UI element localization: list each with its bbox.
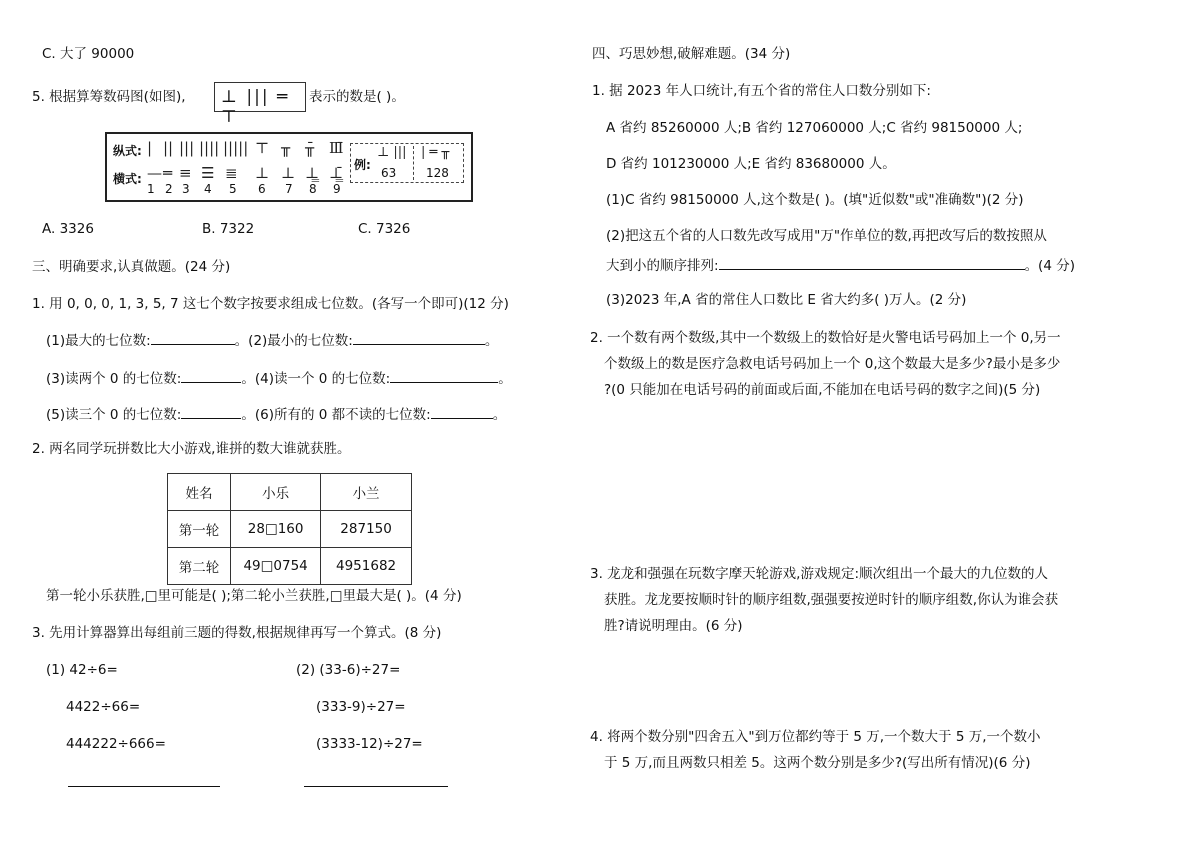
q1-row-2 xyxy=(46,368,512,388)
q5-option-c: C. 7326 xyxy=(358,221,411,237)
table-row xyxy=(168,511,412,548)
rod-numeral-table xyxy=(105,132,473,202)
example-label: 例: xyxy=(354,158,371,172)
period: 。 xyxy=(484,333,499,349)
v-sym: || xyxy=(163,139,174,157)
problem-1-sub-2a: (2)把这五个省的人口数先改写成用"万"作单位的数,再把改写后的数按照从 xyxy=(606,228,1047,244)
table-header: 小兰 xyxy=(321,474,412,511)
answer-blank[interactable] xyxy=(431,404,493,419)
problem-1-sub-2c: 。(4 分) xyxy=(1024,258,1075,274)
digit-label: 1 xyxy=(147,182,155,196)
section-3-title: 三、明确要求,认真做题。(24 分) xyxy=(32,259,231,275)
h-sym: ⊥ xyxy=(255,164,270,182)
question-2: 2. 两名同学玩拼数比大小游戏,谁拼的数大谁就获胜。 xyxy=(32,441,351,457)
calc-a-1: (1) 42÷6= xyxy=(46,662,118,678)
problem-4-line-2: 于 5 万,而且两数只相差 5。这两个数分别是多少?(写出所有情况)(6 分) xyxy=(604,755,1031,771)
answer-blank[interactable] xyxy=(181,368,241,383)
h-sym: ≣ xyxy=(225,164,238,182)
digit-label: 3 xyxy=(182,182,190,196)
calc-b-3: (3333-12)÷27= xyxy=(316,736,423,752)
rod-numeral-glyphs: ⊥ ||| ═ ⊤ xyxy=(221,87,290,127)
problem-1-sub-2b-row xyxy=(606,255,1075,275)
h-sym: ⊥ xyxy=(281,164,296,182)
q1-row-3 xyxy=(46,404,506,424)
q1-sub-5: (5)读三个 0 的七位数: xyxy=(46,407,182,423)
problem-2-line-3: ?(0 只能加在电话号码的前面或后面,不能加在电话号码的数字之间)(5 分) xyxy=(604,382,1041,398)
question-3: 3. 先用计算器算出每组前三题的得数,根据规律再写一个算式。(8 分) xyxy=(32,625,442,641)
problem-1: 1. 据 2023 年人口统计,有五个省的常住人口数分别如下: xyxy=(592,83,931,99)
h-sym: ⊥̳̄ xyxy=(329,164,344,182)
calc-a-2: 4422÷66= xyxy=(66,699,141,715)
answer-blank[interactable] xyxy=(181,404,241,419)
v-sym: | xyxy=(147,139,153,157)
table-header-row xyxy=(168,474,412,511)
option-c-previous: C. 大了 90000 xyxy=(42,46,135,62)
v-sym: ╥ xyxy=(281,139,291,157)
digit-label: 7 xyxy=(285,182,293,196)
period: 。 xyxy=(492,407,507,423)
period: 。 xyxy=(498,371,512,387)
question-5-prefix: 5. 根据算筹数码图(如图), xyxy=(32,89,186,105)
v-sym: ╥̄ xyxy=(305,139,315,157)
q5-option-b: B. 7322 xyxy=(202,221,255,237)
example-box xyxy=(350,143,464,183)
q1-sub-4: 。(4)读一个 0 的七位数: xyxy=(241,371,391,387)
problem-1-sub-3: (3)2023 年,A 省的常住人口数比 E 省大约多( )万人。(2 分) xyxy=(606,292,967,308)
digit-label: 6 xyxy=(258,182,266,196)
table-cell: 287150 xyxy=(321,511,412,548)
table-cell: 49□0754 xyxy=(231,548,321,585)
table-cell: 28□160 xyxy=(231,511,321,548)
answer-line-b[interactable] xyxy=(304,786,448,787)
example-divider xyxy=(413,146,414,180)
q1-sub-2: 。(2)最小的七位数: xyxy=(234,333,353,349)
digit-label: 9 xyxy=(333,182,341,196)
problem-3-line-2: 获胜。龙龙要按顺时针的顺序组数,强强要按逆时针的顺序组数,你认为谁会获 xyxy=(604,592,1059,608)
answer-line-a[interactable] xyxy=(68,786,220,787)
h-sym: ⊥̳ xyxy=(305,164,320,182)
problem-2-line-2: 个数级上的数是医疗急救电话号码加上一个 0,这个数最大是多少?最小是多少 xyxy=(604,356,1061,372)
answer-blank[interactable] xyxy=(390,368,498,383)
example-1-rods: ⊥ ||| xyxy=(377,145,407,160)
q5-option-a: A. 3326 xyxy=(42,221,94,237)
h-sym: ═ xyxy=(163,164,173,182)
question-1: 1. 用 0, 0, 0, 1, 3, 5, 7 这七个数字按要求组成七位数。(各写一个即可)(12 分) xyxy=(32,296,509,312)
problem-3-line-1: 3. 龙龙和强强在玩数字摩天轮游戏,游戏规定:顺次组出一个最大的九位数的人 xyxy=(590,566,1049,582)
v-sym: ||| xyxy=(179,139,195,157)
v-sym: ||||| xyxy=(223,139,249,157)
problem-1-sub-2b: 大到小的顺序排列: xyxy=(606,258,719,274)
vertical-label: 纵式: xyxy=(113,144,142,158)
example-2-number: 128 xyxy=(426,166,449,180)
problem-3-line-3: 胜?请说明理由。(6 分) xyxy=(604,618,743,634)
answer-blank[interactable] xyxy=(719,255,1025,270)
h-sym: — xyxy=(147,164,162,182)
section-4-title: 四、巧思妙想,破解难题。(34 分) xyxy=(592,46,791,62)
q1-sub-6: 。(6)所有的 0 都不读的七位数: xyxy=(241,407,431,423)
example-1-number: 63 xyxy=(381,166,397,180)
table-cell: 第一轮 xyxy=(168,511,231,548)
digit-label: 5 xyxy=(229,182,237,196)
h-sym: ☰ xyxy=(201,164,215,182)
problem-1-line-2: D 省约 101230000 人;E 省约 83680000 人。 xyxy=(606,156,896,172)
horizontal-label: 横式: xyxy=(113,172,142,186)
question-5-rod-image xyxy=(214,82,306,127)
table-header: 姓名 xyxy=(168,474,231,511)
question-5-suffix: 表示的数是( )。 xyxy=(309,89,405,105)
v-sym: Ⅲ̄ xyxy=(329,139,344,157)
answer-blank[interactable] xyxy=(151,330,235,345)
q1-sub-3: (3)读两个 0 的七位数: xyxy=(46,371,182,387)
problem-2-line-1: 2. 一个数有两个数级,其中一个数级上的数恰好是火警电话号码加上一个 0,另一 xyxy=(590,330,1061,346)
h-sym: ≡ xyxy=(179,164,192,182)
game-table xyxy=(167,473,412,585)
answer-blank[interactable] xyxy=(353,330,485,345)
table-row xyxy=(168,548,412,585)
problem-4-line-1: 4. 将两个数分别"四舍五入"到万位都约等于 5 万,一个数大于 5 万,一个数小 xyxy=(590,729,1041,745)
problem-1-sub-1: (1)C 省约 98150000 人,这个数是( )。(填"近似数"或"准确数")(2 分) xyxy=(606,192,1024,208)
q1-sub-1: (1)最大的七位数: xyxy=(46,333,151,349)
question-2-answer: 第一轮小乐获胜,□里可能是( );第二轮小兰获胜,□里最大是( )。(4 分) xyxy=(46,588,462,604)
q1-row-1 xyxy=(46,330,498,350)
v-sym: ⊤ xyxy=(255,139,270,157)
v-sym: |||| xyxy=(199,139,220,157)
table-header: 小乐 xyxy=(231,474,321,511)
table-cell: 第二轮 xyxy=(168,548,231,585)
digit-label: 2 xyxy=(165,182,173,196)
table-cell: 4951682 xyxy=(321,548,412,585)
digit-label: 8 xyxy=(309,182,317,196)
calc-b-1: (2) (33-6)÷27= xyxy=(296,662,401,678)
calc-b-2: (333-9)÷27= xyxy=(316,699,406,715)
example-2-rods: | ═ ╥ xyxy=(421,145,450,160)
calc-a-3: 444222÷666= xyxy=(66,736,166,752)
digit-label: 4 xyxy=(204,182,212,196)
problem-1-line-1: A 省约 85260000 人;B 省约 127060000 人;C 省约 98150000 人; xyxy=(606,120,1023,136)
